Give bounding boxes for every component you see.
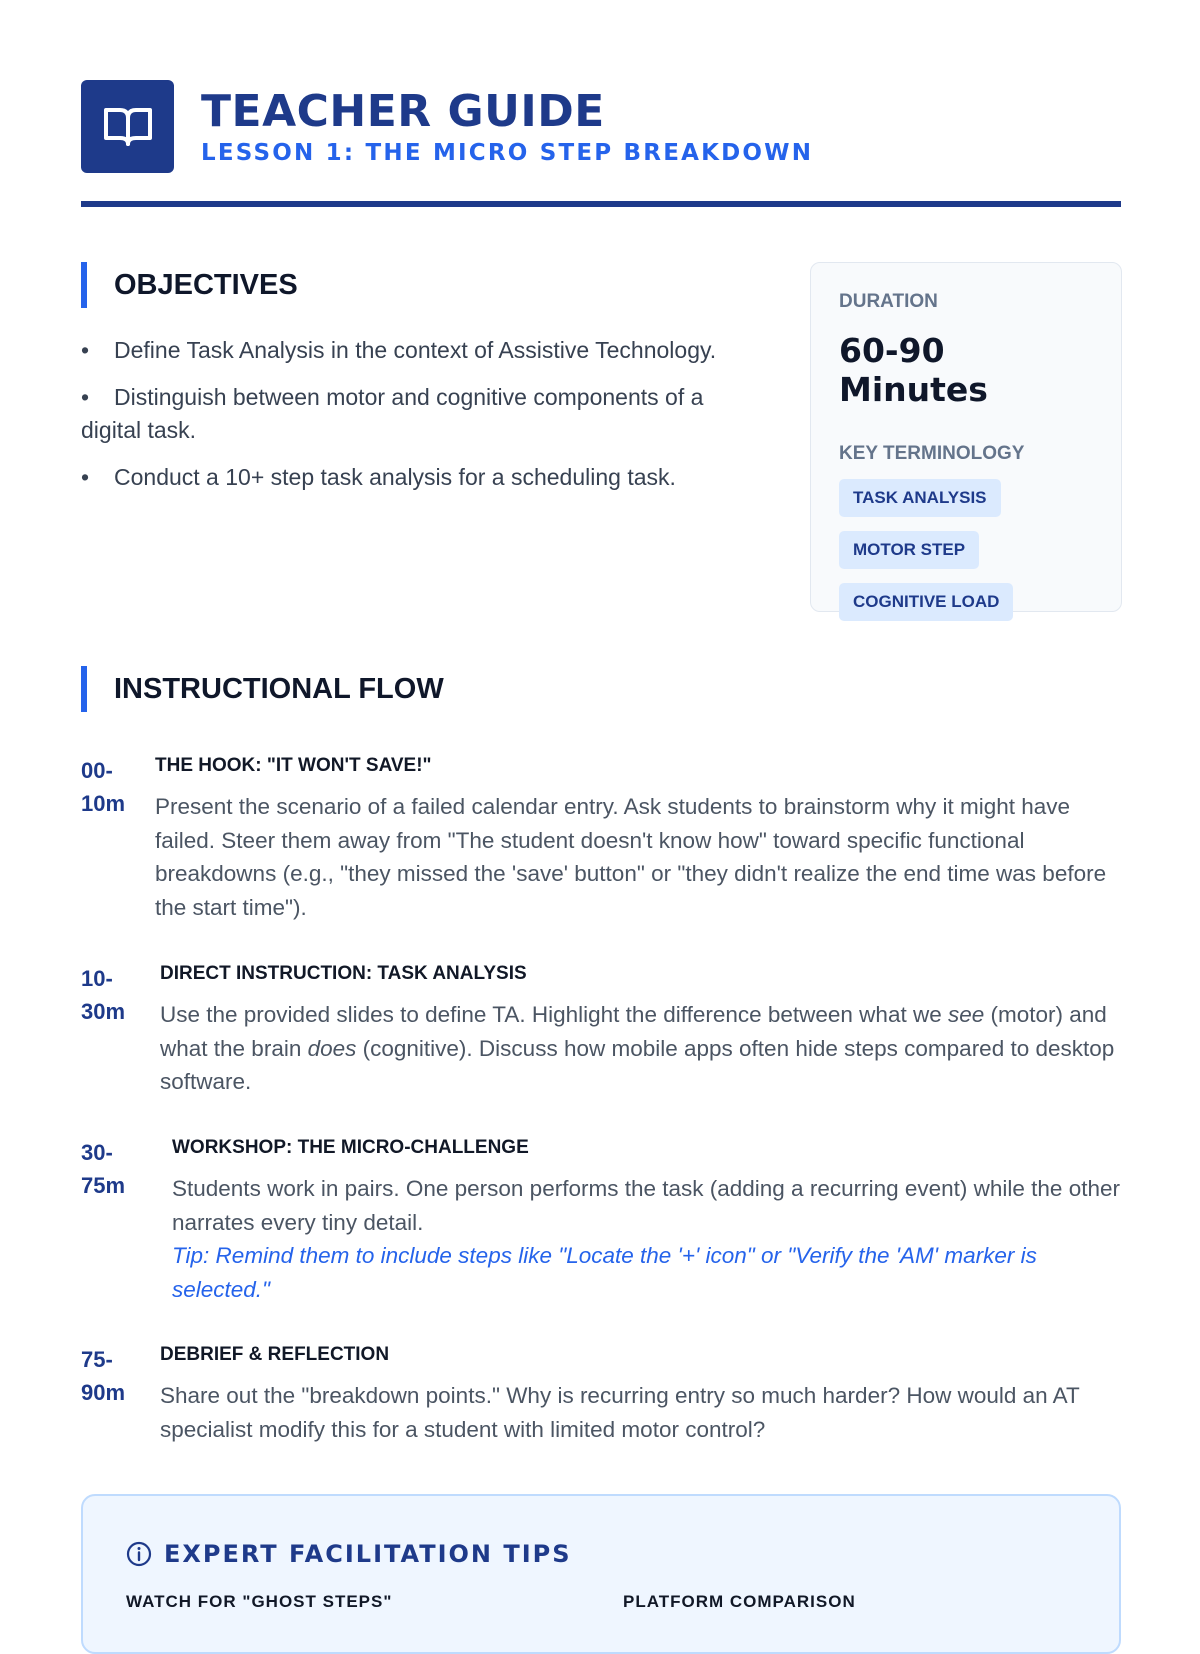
- tips-title: EXPERT FACILITATION TIPS: [164, 1540, 572, 1568]
- flow-body: [160, 962, 1121, 1099]
- flow-text: Students work in pairs. One person performs the task (adding a recurring event) while the other narrates every tiny detail.: [172, 1176, 1120, 1235]
- book-icon: [102, 104, 154, 150]
- objective-item: • Define Task Analysis in the context of Assistive Technology.: [81, 334, 741, 367]
- info-icon: [126, 1541, 152, 1567]
- flow-body: [160, 1343, 1121, 1446]
- flow-body: [172, 1136, 1121, 1306]
- flow-title: THE HOOK: "IT WON'T SAVE!": [155, 755, 432, 776]
- objectives-heading: OBJECTIVES: [81, 262, 298, 308]
- objectives-list: [81, 334, 741, 508]
- page-title: TEACHER GUIDE: [201, 86, 605, 137]
- flow-title: DIRECT INSTRUCTION: TASK ANALYSIS: [160, 963, 527, 984]
- guide-header: [81, 80, 1121, 207]
- flow-tip: Tip: Remind them to include steps like "Locate the '+' icon" or "Verify the 'AM' marker is selected.": [172, 1243, 1037, 1302]
- lesson-info-card: [810, 262, 1122, 612]
- flow-title: DEBRIEF & REFLECTION: [160, 1344, 390, 1365]
- facilitation-tips-box: [81, 1494, 1121, 1654]
- duration-value: 60-90 Minutes: [839, 331, 988, 409]
- flow-heading: INSTRUCTIONAL FLOW: [81, 666, 444, 712]
- term-chip: COGNITIVE LOAD: [839, 583, 1013, 621]
- terminology-list: [839, 479, 1093, 635]
- flow-text: Use the provided slides to define TA. Highlight the difference between what we see (motor) and what the brain does (cognitive). Discuss how mobile apps often hide steps compared to desktop software.: [160, 1002, 1115, 1094]
- flow-text: Present the scenario of a failed calendar entry. Ask students to brainstorm why it might have failed. Steer them away from "The student doesn't know how" toward specific functional breakdowns (e.g., "they missed the 'save' button" or "they didn't realize the end time was before the start time").: [155, 794, 1107, 920]
- flow-time: 75- 90m: [81, 1347, 126, 1405]
- bullet-icon: •: [81, 464, 90, 490]
- term-chip: TASK ANALYSIS: [839, 479, 1001, 517]
- flow-time: 30- 75m: [81, 1140, 126, 1198]
- objective-item: • Distinguish between motor and cognitive components of a digital task.: [81, 381, 741, 447]
- flow-body: [155, 754, 1121, 924]
- bullet-icon: •: [81, 337, 90, 363]
- page-subtitle: LESSON 1: THE MICRO STEP BREAKDOWN: [201, 140, 814, 166]
- tips-column-left-heading: WATCH FOR "GHOST STEPS": [126, 1592, 393, 1611]
- duration-label: DURATION: [839, 291, 938, 312]
- flow-title: WORKSHOP: THE MICRO-CHALLENGE: [172, 1137, 529, 1158]
- objective-item: • Conduct a 10+ step task analysis for a scheduling task.: [81, 461, 741, 494]
- tips-column-right-heading: PLATFORM COMPARISON: [623, 1592, 856, 1611]
- terminology-label: KEY TERMINOLOGY: [839, 443, 1025, 464]
- tips-header: [126, 1540, 572, 1568]
- flow-time: 10- 30m: [81, 966, 126, 1024]
- bullet-icon: •: [81, 384, 90, 410]
- flow-text: Share out the "breakdown points." Why is recurring entry so much harder? How would an AT specialist modify this for a student with limited motor control?: [160, 1383, 1080, 1442]
- logo-badge: [81, 80, 174, 173]
- flow-time: 00- 10m: [81, 758, 126, 816]
- term-chip: MOTOR STEP: [839, 531, 979, 569]
